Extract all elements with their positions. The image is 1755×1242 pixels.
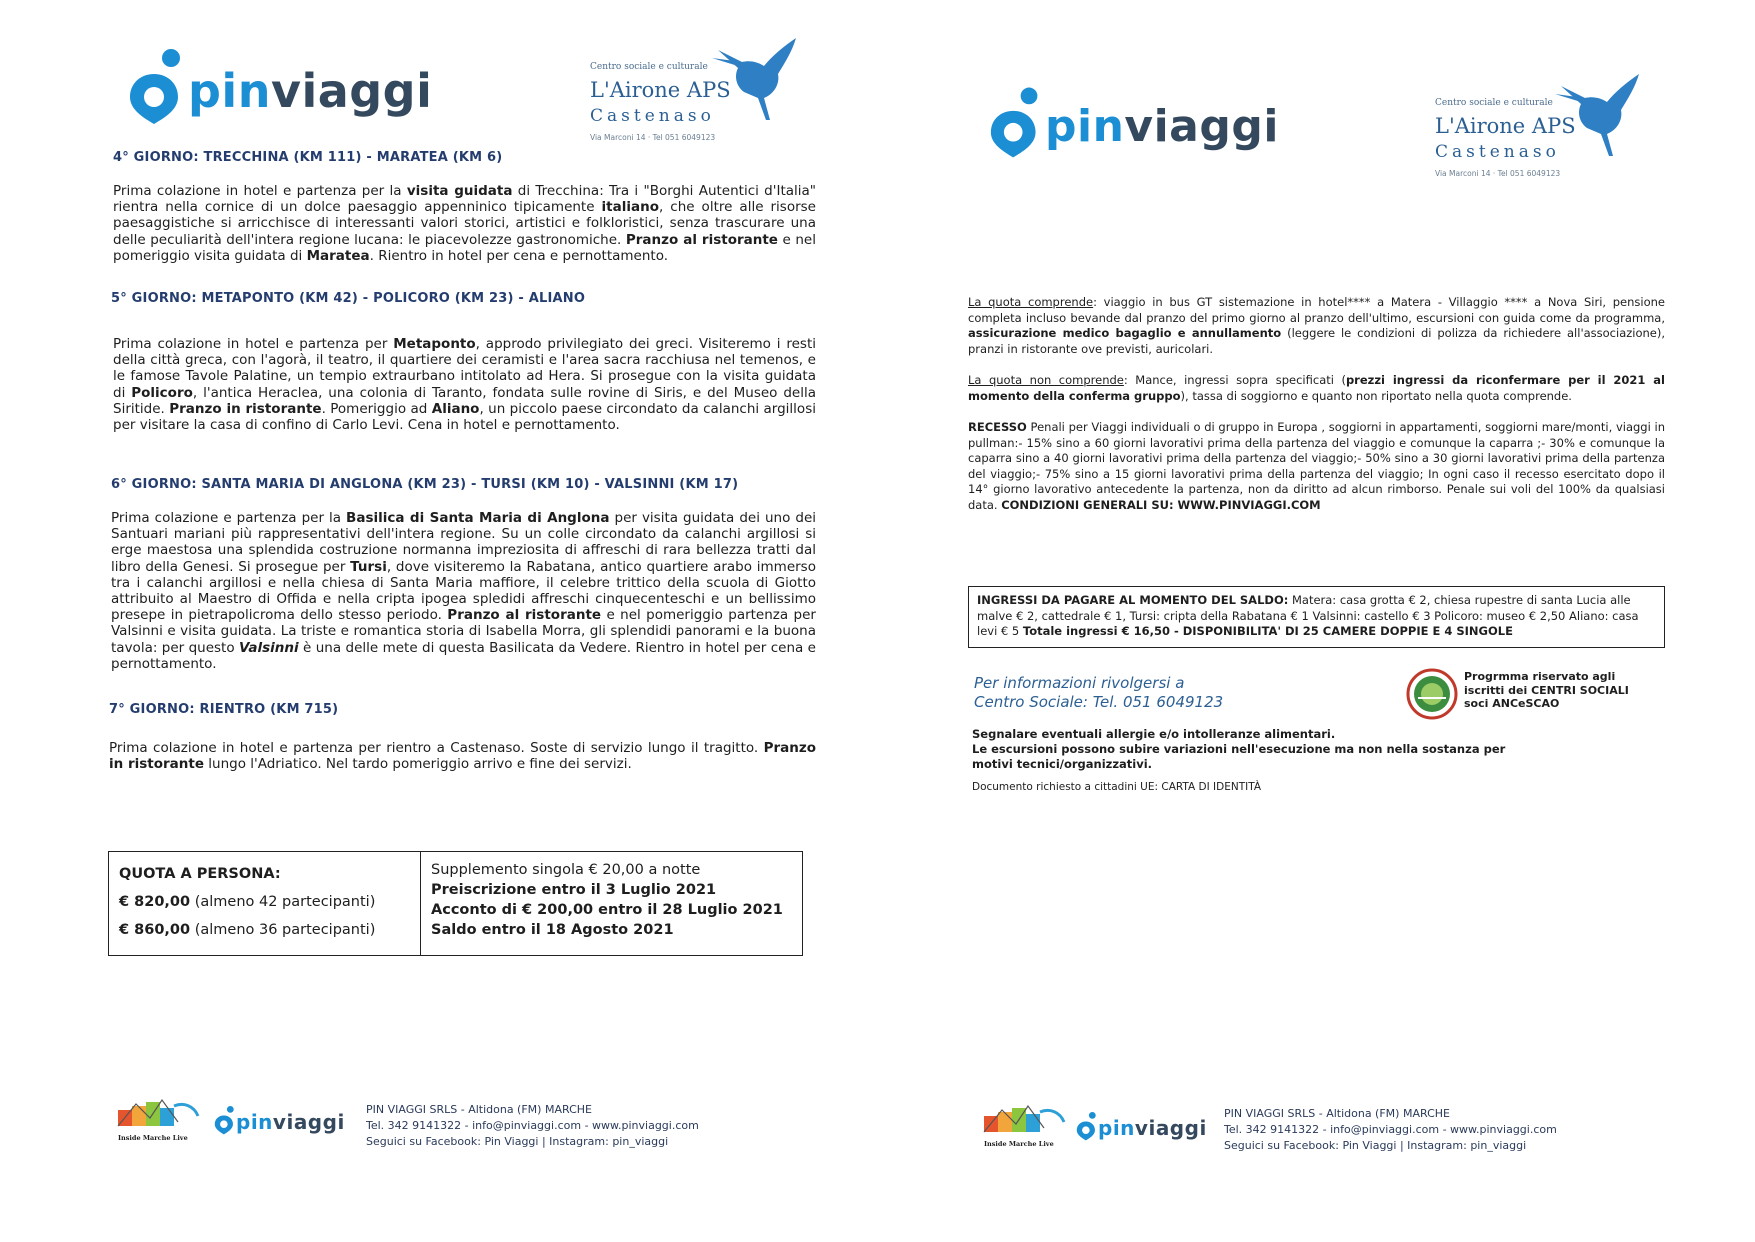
airone-name: L'Airone APS xyxy=(590,78,731,102)
left-page xyxy=(0,0,877,1242)
footer-right: Inside Marche Live pinviaggi PIN VIAGGI SRLS - Altidona (FM) MARCHE Tel. 342 9141322 - info@pinviaggi.com - www.pinviaggi.com Seguici su Facebook: Pin Viaggi | Instagram: pin_viaggi xyxy=(982,1102,1682,1162)
footer-pinviaggi-logo: pinviaggi xyxy=(214,1104,345,1136)
footer-company-info xyxy=(366,1102,699,1150)
documento-richiesto: Documento richiesto a cittadini UE: CARTA DI IDENTITÀ xyxy=(972,781,1262,793)
quota-heading: QUOTA A PERSONA: xyxy=(119,866,281,882)
day7-paragraph: Prima colazione in hotel e partenza per rientro a Castenaso. Soste di servizio lungo il tragitto. Pranzo in ristorante lungo l'Adriatico. Nel tardo pomeriggio arrivo e fine dei servizi. xyxy=(109,740,816,773)
note-escursioni: Le escursioni possono subire variazioni nell'esecuzione ma non nella sostanza per motivi tecnici/organizzativi. xyxy=(972,742,1506,771)
quota-comprende: La quota comprende: viaggio in bus GT sistemazione in hotel**** a Matera - Villaggio **** a Nova Siri, pensione completa incluso bevande dal pranzo del primo giorno al pranzo dell'ultimo, escursioni con guida come da programma, assicurazione medico bagaglio e annullamento (leggere le condizioni di polizza da richiedere all'associazione), pranzi in ristorante ove previsti, auricolari. xyxy=(968,295,1666,356)
heron-icon xyxy=(708,36,800,128)
footer-address: PIN VIAGGI SRLS - Altidona (FM) MARCHE xyxy=(366,1103,592,1116)
quota-terms xyxy=(421,852,802,955)
logo-text-pin: pin xyxy=(188,64,271,118)
pin-marker-icon xyxy=(1076,1110,1098,1142)
footer-company-info-right: PIN VIAGGI SRLS - Altidona (FM) MARCHE Tel. 342 9141322 - info@pinviaggi.com - www.pinviaggi.com Seguici su Facebook: Pin Viaggi | Instagram: pin_viaggi xyxy=(1224,1107,1557,1152)
logo-text-viaggi: viaggi xyxy=(270,64,433,118)
day6-title: 6° GIORNO: SANTA MARIA DI ANGLONA (KM 23) - TURSI (KM 10) - VALSINNI (KM 17) xyxy=(111,477,739,492)
ancescao-logo-icon xyxy=(1406,668,1458,720)
airone-logo-right: Centro sociale e culturale L'Airone APS Castenaso Via Marconi 14 · Tel 051 6049123 xyxy=(1435,72,1643,182)
quota-non-comprende: La quota non comprende: Mance, ingressi sopra specificati (prezzi ingressi da riconfermare per il 2021 al momento della conferma gruppo), tassa di soggiorno e quanto non riportato nella quota comprende. xyxy=(968,373,1665,403)
acconto: Acconto di € 200,00 entro il 28 Luglio 2021 xyxy=(431,902,783,918)
day4-title: 4° GIORNO: TRECCHINA (KM 111) - MARATEA (KM 6) xyxy=(113,150,503,165)
heron-icon xyxy=(1551,72,1643,164)
airone-logo xyxy=(590,36,800,146)
pin-marker-icon xyxy=(128,48,186,124)
quota-row-42: € 820,00 (almeno 42 partecipanti) xyxy=(119,894,376,910)
info-line-1: Per informazioni rivolgersi a xyxy=(974,674,1185,692)
day7-title: 7° GIORNO: RIENTRO (KM 715) xyxy=(109,702,339,717)
pin-marker-icon xyxy=(989,86,1043,158)
pinviaggi-logo-right: pinviaggi xyxy=(989,86,1279,158)
quota-prices xyxy=(109,852,421,955)
preiscrizione: Preiscrizione entro il 3 Luglio 2021 xyxy=(431,882,717,898)
footer-social: Seguici su Facebook: Pin Viaggi | Instagram: pin_viaggi xyxy=(366,1135,669,1148)
recesso-paragraph: RECESSO Penali per Viaggi individuali o di gruppo in Europa , soggiorni in appartamenti, soggiorni mare/monti, viaggi in pullman:- 15% sino a 60 giorni lavorativi prima della partenza del viaggio e comunque la caparra ;- 30% e comunque la caparra sino a 40 giorni lavorativi prima della partenza del viaggio;- 50% sino a 30 giorni lavorativi prima della partenza del viaggio;- 75% sino a 15 giorni lavorativi prima della partenza del viaggio; In ogni caso il recesso esercitato dopo il 14° giorno lavorativo antecedente la partenza, non da diritto ad alcun rimborso. Penale sui voli del 100% da qualsiasi data. CONDIZIONI GENERALI SU: WWW.PINVIAGGI.COM xyxy=(968,420,1665,512)
quota-row-36: € 860,00 (almeno 36 partecipanti) xyxy=(119,922,376,938)
supplemento-singola: Supplemento singola € 20,00 a notte xyxy=(431,862,701,878)
day6-paragraph: Prima colazione e partenza per la Basilica di Santa Maria di Anglona per visita guidata dei uno dei Santuari mariani più rappresentativi dell'intera regione. Su un colle circondato da calanchi argillosi si erge maestosa una splendida costruzione normanna impreziosita di affreschi di rara bellezza tratti dal libro della Genesi. Si prosegue per Tursi, dove visiteremo la Rabatana, antico quartiere arabo immerso tra i calanchi argillosi e nella chiesa di Santa Maria maffiore, il celebre trittico della scuola di Giotto attribuito al Maestro di Offida e nella cripta ipogea spledidi affreschi cinquecenteschi e un bellissimo presepe in pietrapolicroma dello stesso periodo. Pranzo al ristorante e nel pomeriggio partenza per Valsinni e visita guidata. La triste e romantica storia di Isabella Morra, gli splendidi panorami e la buona tavola: per questo Valsinni è una delle mete di questa Basilicata da Vedere. Rientro in hotel per cena e pernottamento. xyxy=(111,510,817,672)
saldo: Saldo entro il 18 Agosto 2021 xyxy=(431,922,674,938)
day5-paragraph: Prima colazione in hotel e partenza per Metaponto, approdo privilegiato dei greci. Visiteremo i resti della città greca, con l'agorà, il teatro, il quartiere dei ceramisti e l'area sacra racchiusa nel temenos, e le famose Tavole Palatine, un tempio extraurbano intitolato ad Hera. Si prosegue con la visita guidata di Policoro, l'antica Heraclea, una colonia di Taranto, fondata sulle rovine di Siris, e del Museo della Siritide. Pranzo in ristorante. Pomeriggio ad Aliano, un piccolo paese circondato da calanchi argillosi per visitare la casa di confino di Carlo Levi. Cena in hotel e pernottamento. xyxy=(113,336,816,434)
airone-city: Castenaso xyxy=(590,106,715,126)
pin-marker-icon xyxy=(214,1104,236,1136)
info-contact xyxy=(974,674,1223,712)
note-allergie: Segnalare eventuali allergie e/o intolleranze alimentari. xyxy=(972,727,1336,741)
footer-contacts: Tel. 342 9141322 - info@pinviaggi.com - www.pinviaggi.com xyxy=(366,1119,699,1132)
day5-title: 5° GIORNO: METAPONTO (KM 42) - POLICORO (KM 23) - ALIANO xyxy=(111,291,586,306)
programma-riservato: Progrmma riservato agli iscritti dei CENTRI SOCIALI soci ANCeSCAO xyxy=(1464,670,1629,710)
ingressi-box: INGRESSI DA PAGARE AL MOMENTO DEL SALDO: Matera: casa grotta € 2, chiesa rupestre di santa Lucia alle malve € 2, cattedrale € 1, Tursi: cripta della Rabatana € 1 Valsinni: castello € 3 Policoro: museo € 2,50 Aliano: casa levi € 5 Totale ingressi € 16,50 - DISPONIBILITA' DI 25 CAMERE DOPPIE E 4 SINGOLE xyxy=(968,586,1665,648)
airone-address: Via Marconi 14 · Tel 051 6049123 xyxy=(590,133,716,142)
quota-table xyxy=(108,851,803,956)
day4-paragraph: Prima colazione in hotel e partenza per la visita guidata di Trecchina: Tra i "Borghi Autentici d'Italia" rientra nella cornice di un dolce paesaggio appenninico tipicamente italiano, che oltre alle risorse paesaggistiche si arricchisce di interessanti valori storici, artistici e folkloristici, senza trascurare una delle peculiarità dell'intera regione lucana: le piacevolezze gastronomiche. Pranzo al ristorante e nel pomeriggio visita guidata di Maratea. Rientro in hotel per cena e pernottamento. xyxy=(113,183,816,264)
pinviaggi-logo xyxy=(128,48,432,124)
notes-block xyxy=(972,727,1532,772)
footer-pinviaggi-logo: pinviaggi xyxy=(1076,1110,1207,1142)
airone-tagline: Centro sociale e culturale xyxy=(590,62,708,72)
info-line-2: Centro Sociale: Tel. 051 6049123 xyxy=(974,693,1224,711)
footer-left xyxy=(116,1096,816,1156)
inside-marche-label: Inside Marche Live xyxy=(118,1134,188,1142)
